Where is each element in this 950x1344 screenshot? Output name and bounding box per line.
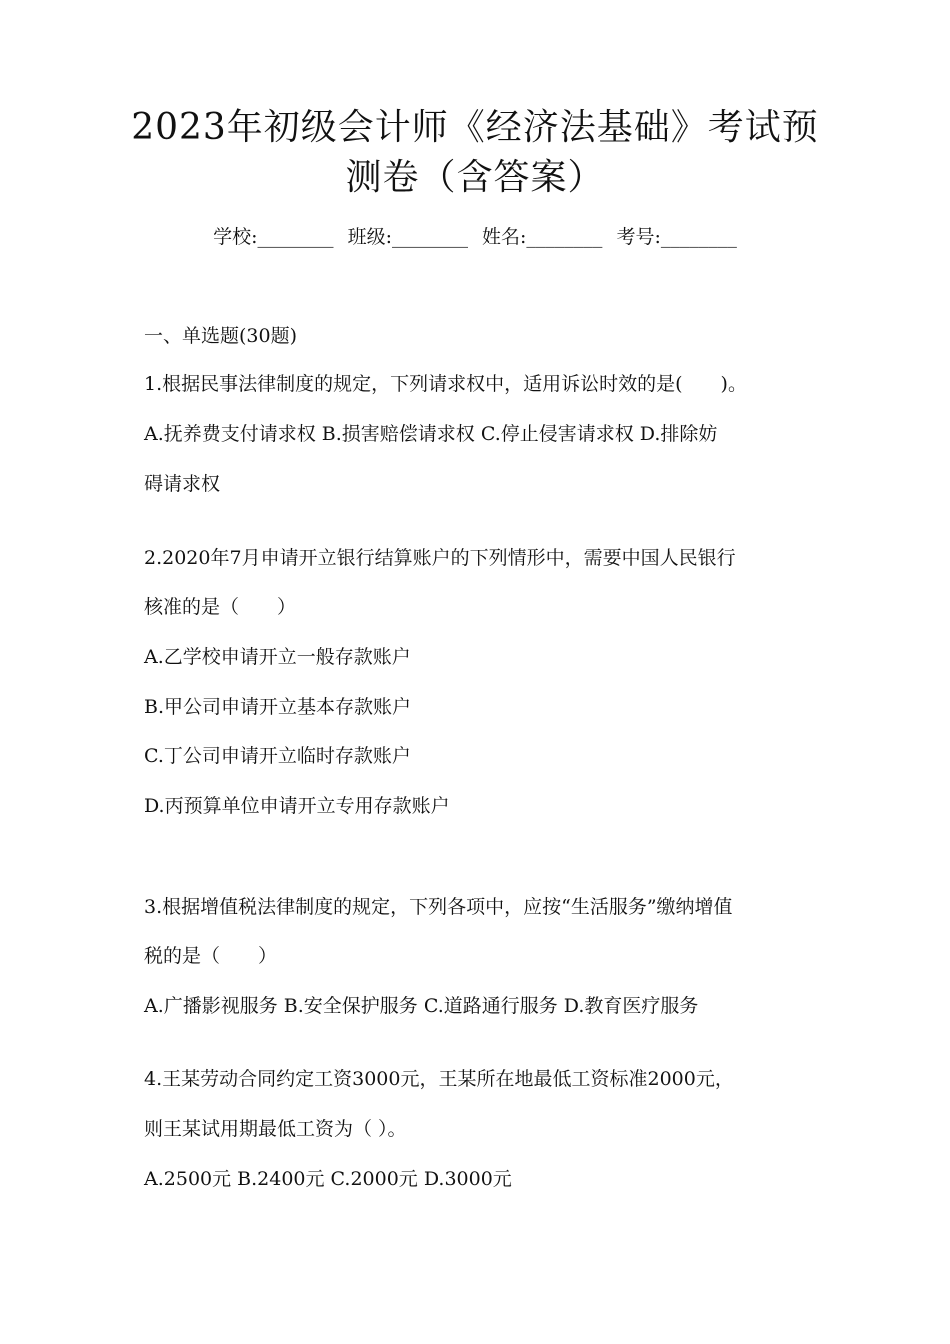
title-line-1: 2023年初级会计师《经济法基础》考试预 <box>131 107 819 148</box>
option-b: B.甲公司申请开立基本存款账户 <box>144 696 412 718</box>
question-options: A.抚养费支付请求权 B.损害赔偿请求权 C.停止侵害请求权 D.排除妨 <box>144 423 718 445</box>
question-stem: 4.王某劳动合同约定工资3000元，王某所在地最低工资标准2000元， <box>144 1068 734 1090</box>
question-stem: 1.根据民事法律制度的规定，下列请求权中，适用诉讼时效的是( )。 <box>144 373 747 395</box>
question-options: A.广播影视服务 B.安全保护服务 C.道路通行服务 D.教育医疗服务 <box>144 995 699 1017</box>
exam-number-field: 考号:________ <box>616 226 737 248</box>
question-options: 碍请求权 <box>144 473 221 495</box>
option-d: D.丙预算单位申请开立专用存款账户 <box>144 795 450 817</box>
class-field: 班级:________ <box>347 226 468 248</box>
school-field: 学校:________ <box>213 226 334 248</box>
question-stem: 则王某试用期最低工资为（ ）。 <box>144 1118 407 1140</box>
student-info-row <box>0 222 950 252</box>
option-a: A.乙学校申请开立一般存款账户 <box>144 646 411 668</box>
name-field: 姓名:________ <box>482 226 603 248</box>
question-stem: 2.2020年7月申请开立银行结算账户的下列情形中，需要中国人民银行 <box>144 547 736 569</box>
title-line-2: 测卷（含答案） <box>345 157 605 198</box>
option-c: C.丁公司申请开立临时存款账户 <box>144 745 411 767</box>
question-stem: 税的是（ ） <box>144 945 278 967</box>
question-stem: 3.根据增值税法律制度的规定，下列各项中，应按“生活服务”缴纳增值 <box>144 896 733 918</box>
section-heading: 一、单选题(30题) <box>144 325 298 347</box>
question-options: A.2500元 B.2400元 C.2000元 D.3000元 <box>144 1168 512 1190</box>
question-stem: 核准的是（ ） <box>144 596 297 618</box>
